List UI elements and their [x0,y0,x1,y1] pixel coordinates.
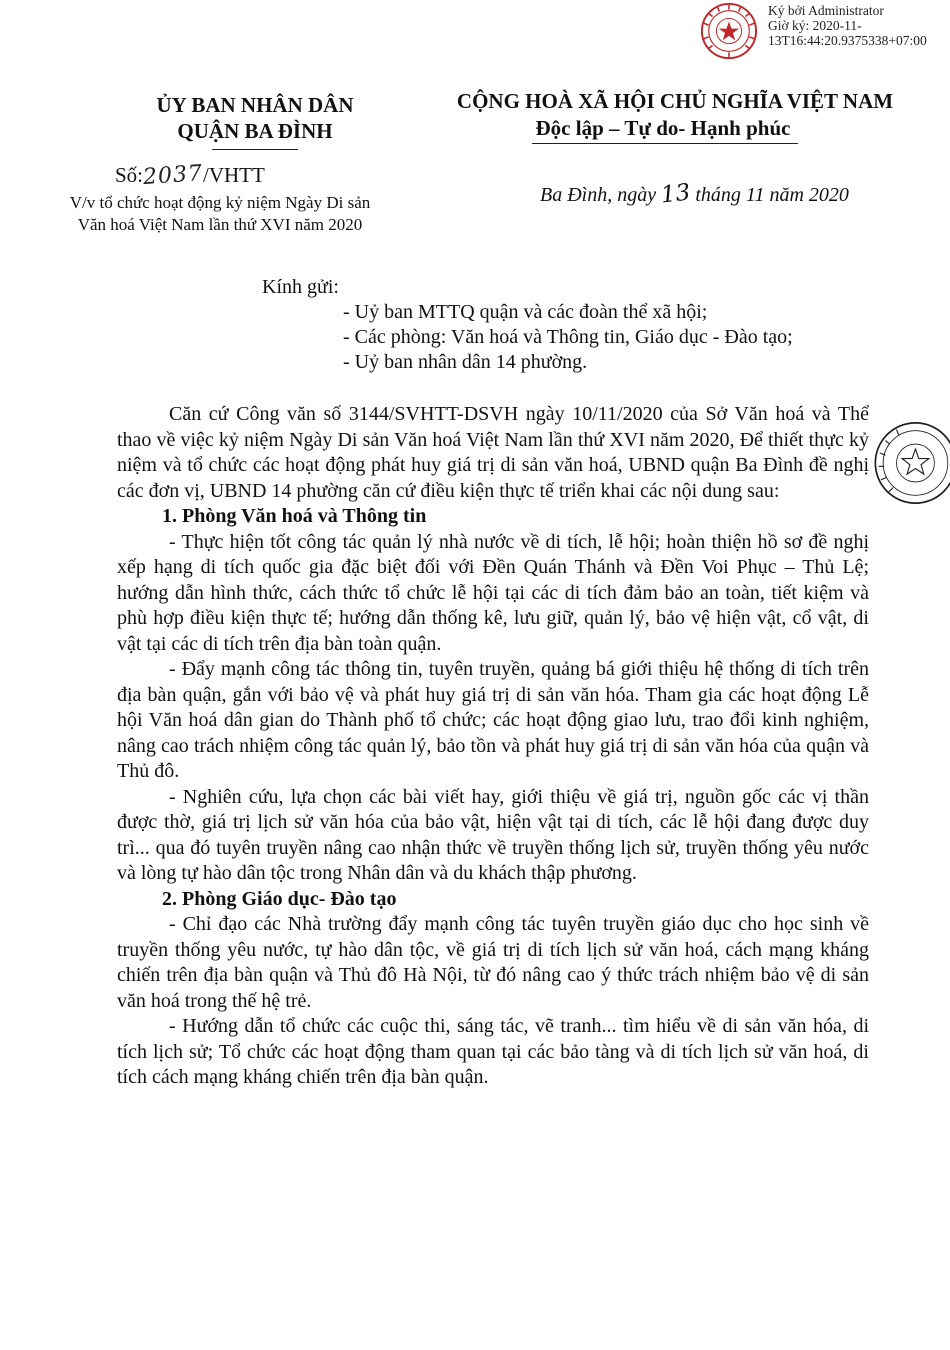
sign-time-label: Giờ ký: 2020-11- [768,18,862,33]
date-day-handwritten: 13 [659,179,692,209]
document-body [117,402,869,1091]
recipient-item: - Uỷ ban MTTQ quận và các đoàn thể xã hội; [343,301,708,323]
doc-number-handwritten: 2037 [142,160,204,191]
section1-paragraph: - Đẩy mạnh công tác thông tin, tuyên truyền, quảng bá giới thiệu hệ thống di tích trên địa bàn quận, gắn với bảo vệ và phát huy giá trị di sản văn hóa. Tham gia các hoạt động Lễ hội Văn hoá dân gian do Thành phố tổ chức; các hoạt động giao lưu, trao đổi kinh nghiệm, nâng cao trách nhiệm công tác quản lý, bảo tồn và phát huy giá trị di sản văn hóa của quận và Thủ đô. [117,658,869,782]
section1-title: 1. Phòng Văn hoá và Thông tin [162,505,427,527]
document-date [540,181,849,207]
digital-signature-info [768,3,927,48]
subject-line1: V/v tổ chức hoạt động kỷ niệm Ngày Di sản [69,193,371,212]
section2-paragraph: - Chỉ đạo các Nhà trường đẩy mạnh công tác tuyên truyền giáo dục cho học sinh về truyền thống yêu nước, tự hào dân tộc, về giá trị di tích lịch sử văn hoá, cách mạng kháng chiến trên địa bàn quận và Thủ đô Hà Nội, từ đó nâng cao ý thức trách nhiệm bảo vệ di sản văn hoá trong thế hệ trẻ. [117,913,869,1012]
section1-paragraph: - Thực hiện tốt công tác quản lý nhà nước về di tích, lễ hội; hoàn thiện hồ sơ đề nghị xếp hạng di tích quốc gia đặc biệt đối với Đền Quán Thánh và Đền Voi Phục – Thủ Lệ; hướng dẫn hình thức, cách thức tổ chức lễ hội tại các di tích đảm bảo an toàn, tiết kiệm và phù hợp điều kiện thực tế; hướng dẫn thống kê, lưu giữ, quản lý, bảo vệ hiện vật, cổ vật, di vật tại các di tích trên địa bàn toàn quận. [117,530,869,655]
org-name-line2: QUẬN BA ĐÌNH [177,119,333,143]
motto-underline [532,143,798,144]
signed-by-text: Ký bởi Administrator [768,3,884,18]
official-stamp-icon [872,383,950,543]
digital-signature-seal-icon [700,2,758,60]
org-name-line1: ỦY BAN NHÂN DÂN [156,93,354,117]
doc-number-prefix: Số: [115,163,144,187]
date-prefix: Ba Đình, ngày [540,184,662,206]
subject-line2: Văn hoá Việt Nam lần thứ XVI năm 2020 [77,215,363,234]
section2-paragraph: - Hướng dẫn tổ chức các cuộc thi, sáng tác, vẽ tranh... tìm hiểu về di sản văn hóa, di tích lịch sử; Tổ chức các hoạt động tham quan tại các bảo tàng và di tích lịch sử văn hoá, di tích cách mạng kháng chiến trên địa bàn quận. [117,1015,869,1088]
date-suffix: tháng 11 năm 2020 [690,184,849,206]
section2-title: 2. Phòng Giáo dục- Đào tạo [162,887,397,910]
doc-number-suffix: /VHTT [203,163,265,187]
section1-paragraph: - Nghiên cứu, lựa chọn các bài viết hay, giới thiệu về giá trị, nguồn gốc các vị thần được thờ, giá trị lịch sử văn hóa của bảo vật, hiện vật tại di tích, các lễ hội đang được duy trì... qua đó tuyên truyền nâng cao nhận thức về truyền thống lịch sử, truyền thống yêu nước và lòng tự hào dân tộc trong Nhân dân và du khách thập phương. [117,785,869,884]
document-number [115,160,265,191]
intro-paragraph: Căn cứ Công văn số 3144/SVHTT-DSVH ngày 10/11/2020 của Sở Văn hoá và Thể thao về việc kỷ niệm Ngày Di sản Văn hoá Việt Nam lần thứ XVI năm 2020, Để thiết thực kỷ niệm và tổ chức các hoạt động phát huy giá trị di sản văn hoá, UBND quận Ba Đình đề nghị các đơn vị, UBND 14 phường căn cứ điều kiện thực tế triển khai các nội dung sau: [117,403,869,502]
org-underline [212,149,298,150]
nation-title: CỘNG HOÀ XÃ HỘI CHỦ NGHĨA VIỆT NAM [456,89,894,113]
sign-time-value: 13T16:44:20.9375338+07:00 [768,33,927,48]
greeting: Kính gửi: [262,276,339,298]
recipient-item: - Các phòng: Văn hoá và Thông tin, Giáo dục - Đào tạo; [343,326,793,348]
nation-motto: Độc lập – Tự do- Hạnh phúc [535,116,791,140]
recipient-item: - Uỷ ban nhân dân 14 phường. [343,351,588,373]
document-subject [40,192,400,236]
